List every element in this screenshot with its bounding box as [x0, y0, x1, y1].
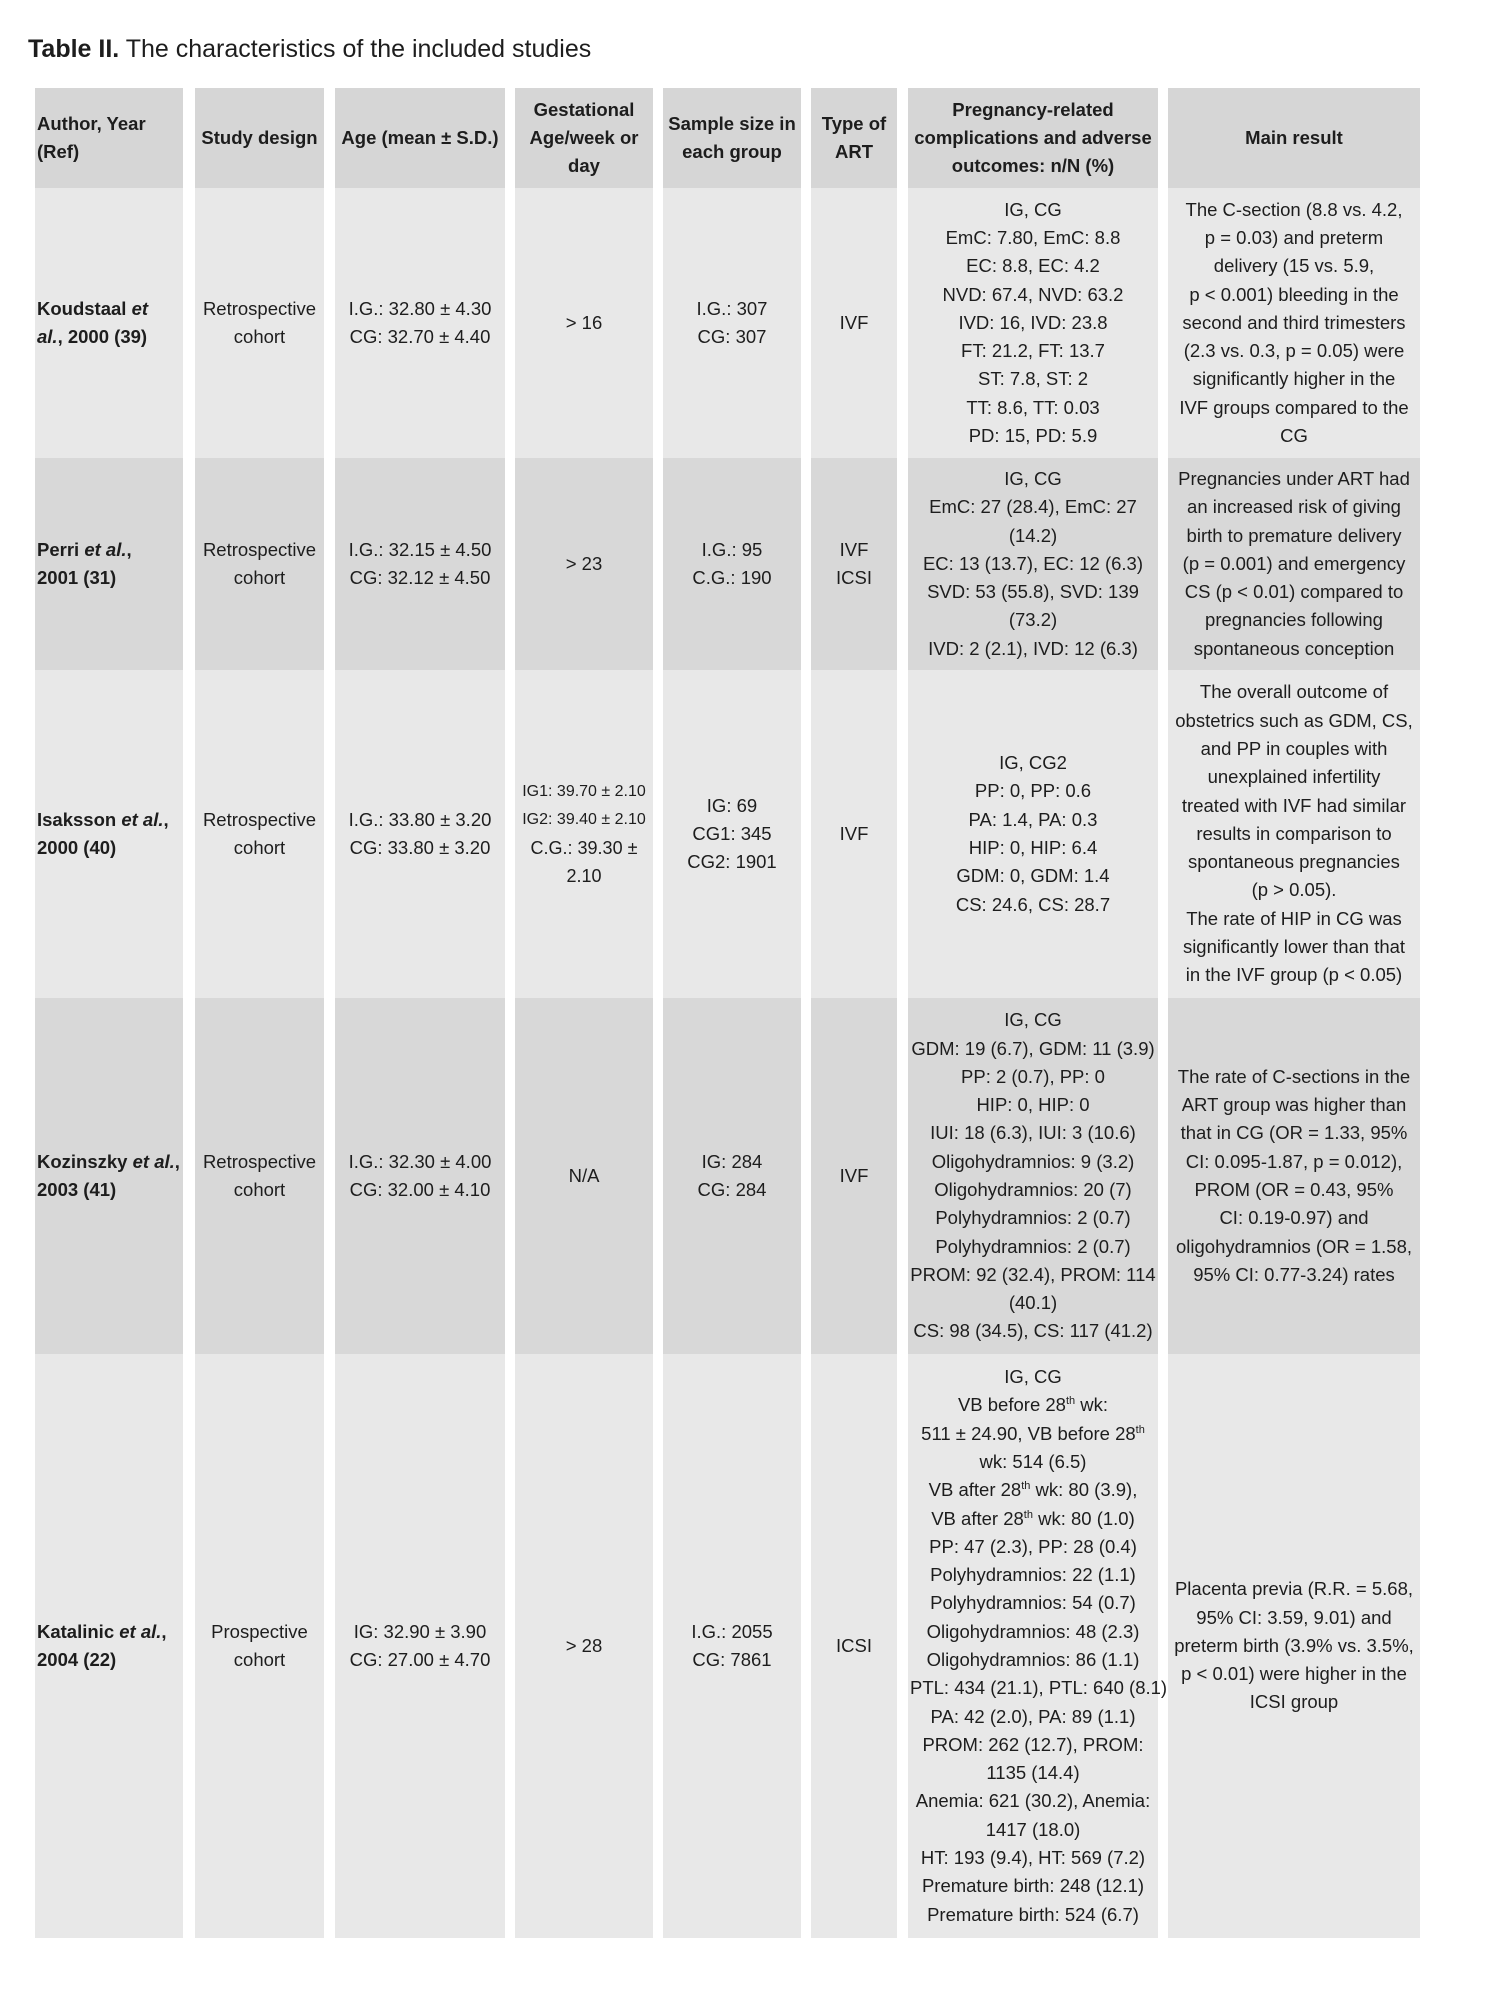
superscript: th [1065, 1395, 1076, 1408]
age-cell [335, 188, 505, 458]
cell-line: Premature birth: 524 (6.7) [927, 1903, 1139, 1925]
cell-line: Placenta previa (R.R. = 5.68, [1174, 1578, 1414, 1600]
cell-text: wk: 80 (3.9), [1030, 1479, 1138, 1501]
gestational-age-cell [515, 670, 653, 998]
cell-line: NVD: 67.4, NVD: 63.2 [942, 283, 1124, 305]
author-etal: et [131, 297, 149, 319]
cell-line: (p > 0.05). [1251, 879, 1337, 901]
cell-line: oligohydramnios (OR = 1.58, [1176, 1235, 1412, 1257]
author-year-ref: 2004 (22) [37, 1649, 117, 1670]
cell-line: TT: 8.6, TT: 0.03 [966, 396, 1100, 418]
cell-line: spontaneous pregnancies [1188, 851, 1400, 873]
cell-line: I.G.: 32.15 ± 4.50 [348, 538, 492, 560]
author-cell [35, 670, 183, 998]
cell-line: Polyhydramnios: 22 (1.1) [930, 1564, 1136, 1586]
author-punct: , [126, 538, 132, 560]
age-cell [335, 458, 505, 670]
cell-line: IG1: 39.70 ± 2.10 [522, 783, 646, 800]
study-design-cell [195, 1354, 324, 1938]
cell-line: wk: 514 (6.5) [979, 1450, 1087, 1472]
cell-line: Polyhydramnios: 2 (0.7) [935, 1235, 1131, 1257]
cell-line: GDM: 19 (6.7), GDM: 11 (3.9) [911, 1037, 1155, 1059]
author-punct: , [163, 808, 169, 830]
art-type-cell [811, 998, 897, 1354]
gestational-age-cell [515, 188, 653, 458]
cell-line: I.G.: 32.80 ± 4.30 [348, 297, 492, 319]
cell-line: I.G.: 32.30 ± 4.00 [348, 1150, 492, 1172]
cell-line: 2.10 [566, 866, 602, 886]
cell-line: IVF [839, 311, 869, 333]
header-age [335, 88, 505, 188]
author-punct: , [161, 1620, 167, 1642]
cell-line: IG, CG [1004, 1009, 1062, 1031]
study-design-cell [195, 458, 324, 670]
cell-line: Retrospective [202, 297, 317, 319]
outcomes-cell [908, 1354, 1168, 1938]
superscript: th [1135, 1423, 1145, 1436]
cell-line: CG: 7861 [692, 1649, 772, 1670]
header-sample-size [663, 88, 801, 188]
header-line: each group [682, 141, 782, 162]
cell-line: GDM: 0, GDM: 1.4 [956, 865, 1110, 887]
cell-line: 1417 (18.0) [985, 1818, 1081, 1840]
cell-line: Anemia: 621 (30.2), Anemia: [915, 1790, 1151, 1812]
age-cell [335, 1354, 505, 1938]
sample-size-cell [663, 458, 801, 670]
cell-line: ART group was higher than [1181, 1094, 1407, 1116]
cell-line: Oligohydramnios: 20 (7) [934, 1179, 1132, 1200]
outcomes-cell [908, 670, 1158, 998]
cell-line: Prospective [211, 1620, 308, 1642]
cell-line: pregnancies following [1205, 609, 1383, 631]
author-etal: et al. [119, 1620, 162, 1642]
cell-line: PA: 42 (2.0), PA: 89 (1.1) [930, 1705, 1136, 1727]
superscript: th [1023, 1508, 1033, 1521]
cell-line: PTL: 434 (21.1), PTL: 640 (8.1) [910, 1677, 1168, 1699]
cell-line: p < 0.001) bleeding in the [1189, 283, 1399, 305]
cell-line: Oligohydramnios: 9 (3.2) [931, 1150, 1135, 1172]
outcomes-cell [908, 458, 1158, 670]
cell-line: ICSI [836, 567, 872, 588]
cell-line: FT: 21.2, FT: 13.7 [961, 340, 1105, 362]
author-cell [35, 458, 183, 670]
author-name: Perri [37, 538, 85, 560]
cell-line: PP: 0, PP: 0.6 [974, 780, 1092, 802]
cell-line: EC: 8.8, EC: 4.2 [966, 255, 1100, 277]
cell-line: HIP: 0, HIP: 0 [976, 1094, 1090, 1116]
cell-line: IG: 284 [701, 1150, 763, 1172]
cell-line: CS: 98 (34.5), CS: 117 (41.2) [913, 1320, 1153, 1342]
cell-text: 511 ± 24.90, VB before 28 [921, 1422, 1136, 1444]
cell-line: > 16 [565, 311, 603, 333]
cell-line: IVF [839, 538, 869, 560]
cell-line: results in comparison to [1196, 822, 1392, 844]
sample-size-cell [663, 188, 801, 458]
superscript: th [1021, 1480, 1031, 1493]
cell-line: unexplained infertility [1207, 766, 1381, 788]
cell-text: VB after 28 [928, 1479, 1022, 1501]
header-line: Main result [1245, 126, 1343, 148]
cell-line: CG1: 345 [692, 822, 772, 844]
main-result-cell [1168, 188, 1420, 458]
cell-line: Retrospective [202, 1150, 317, 1172]
cell-line: PROM: 92 (32.4), PROM: 114 [910, 1263, 1156, 1285]
cell-line: I.G.: 307 [696, 297, 768, 319]
cell-line: IVD: 2 (2.1), IVD: 12 (6.3) [928, 637, 1138, 659]
header-line: Sample size in [668, 112, 796, 134]
header-line: Author, Year [37, 112, 146, 134]
cell-line: Oligohydramnios: 86 (1.1) [926, 1649, 1140, 1670]
cell-line: PROM: 262 (12.7), PROM: [922, 1733, 1144, 1755]
cell-line: CI: 0.19-0.97) and [1219, 1207, 1369, 1229]
cell-line: SVD: 53 (55.8), SVD: 139 [927, 581, 1139, 603]
cell-line: IG: 32.90 ± 3.90 [353, 1620, 487, 1642]
art-type-cell [811, 458, 897, 670]
cell-line: cohort [233, 567, 286, 588]
cell-line: CS: 24.6, CS: 28.7 [955, 893, 1111, 915]
cell-line: HIP: 0, HIP: 6.4 [968, 837, 1098, 858]
cell-line: PD: 15, PD: 5.9 [968, 425, 1098, 447]
art-type-cell [811, 670, 897, 998]
cell-line: cohort [233, 837, 286, 858]
author-name: Koudstaal [37, 297, 132, 319]
author-etal: et al. [84, 538, 127, 560]
cell-line: delivery (15 vs. 5.9, [1213, 255, 1375, 277]
cell-line: PROM (OR = 0.43, 95% [1194, 1179, 1394, 1200]
cell-line: CG: 32.70 ± 4.40 [349, 326, 491, 347]
cell-line: (40.1) [1008, 1292, 1058, 1314]
cell-line: (2.3 vs. 0.3, p = 0.05) were [1183, 340, 1405, 362]
gestational-age-cell [515, 458, 653, 670]
author-cell [35, 1354, 183, 1938]
cell-line: CG: 32.00 ± 4.10 [349, 1179, 491, 1200]
table-caption [28, 34, 591, 64]
header-line: Study design [201, 126, 318, 148]
cell-line: CI: 0.095-1.87, p = 0.012), [1185, 1150, 1403, 1172]
age-cell [335, 998, 505, 1354]
cell-line: CG: 33.80 ± 3.20 [349, 837, 491, 858]
cell-line: EmC: 7.80, EmC: 8.8 [945, 226, 1121, 248]
cell-line: C.G.: 190 [692, 567, 772, 588]
outcomes-cell [908, 998, 1158, 1354]
main-result-cell [1168, 458, 1420, 670]
cell-line: Polyhydramnios: 54 (0.7) [930, 1592, 1136, 1614]
cell-line: preterm birth (3.9% vs. 3.5%, [1174, 1634, 1414, 1656]
cell-line: Retrospective [202, 538, 317, 560]
cell-line: I.G.: 2055 [691, 1620, 773, 1642]
author-year-ref: 2003 (41) [37, 1179, 117, 1200]
author-year-ref: 2001 (31) [37, 567, 117, 588]
header-line: Age (mean ± S.D.) [341, 126, 499, 148]
cell-line: and PP in couples with [1200, 737, 1388, 759]
cell-line: IG, CG [1004, 198, 1062, 220]
outcomes-cell [908, 188, 1158, 458]
header-main-result [1168, 88, 1420, 188]
author-name: Kozinszky [37, 1150, 133, 1172]
cell-text: wk: [1075, 1394, 1109, 1416]
sample-size-cell [663, 1354, 801, 1938]
header-line: Age/week or [529, 126, 639, 148]
cell-line: spontaneous conception [1193, 637, 1395, 659]
cell-line: IG, CG2 [999, 752, 1067, 774]
cell-line: CG [1280, 425, 1308, 447]
cell-line: p < 0.01) were higher in the [1181, 1663, 1407, 1685]
main-result-cell [1168, 998, 1420, 1354]
cell-line: (p = 0.001) and emergency [1182, 552, 1406, 574]
cell-line: Retrospective [202, 808, 317, 830]
cell-line: IG, CG [1004, 467, 1062, 489]
cell-line: IVD: 16, IVD: 23.8 [958, 311, 1108, 333]
cell-line: Pregnancies under ART had [1178, 467, 1410, 489]
header-line: Pregnancy-related [952, 98, 1114, 120]
cell-line: 1135 (14.4) [986, 1762, 1080, 1784]
cell-line: ST: 7.8, ST: 2 [977, 368, 1089, 390]
cell-line: C.G.: 39.30 ± [530, 838, 638, 858]
gestational-age-cell [515, 998, 653, 1354]
author-etal: et al. [132, 1150, 175, 1172]
cell-line: an increased risk of giving [1187, 496, 1401, 518]
cell-line: in the IVF group (p < 0.05) [1185, 964, 1403, 986]
cell-line: PA: 1.4, PA: 0.3 [968, 808, 1098, 830]
cell-text: VB before 28 [957, 1394, 1066, 1416]
cell-line: IG: 69 [706, 794, 758, 816]
cell-line: that in CG (OR = 1.33, 95% [1180, 1122, 1408, 1144]
cell-line: ICSI [836, 1634, 872, 1656]
author-etal: et al. [121, 808, 164, 830]
header-gestational-age [515, 88, 653, 188]
header-line: complications and adverse [914, 126, 1152, 148]
cell-line: CS (p < 0.01) compared to [1184, 581, 1404, 603]
header-line: (Ref) [37, 141, 80, 162]
cell-line: Oligohydramnios: 48 (2.3) [926, 1620, 1140, 1642]
cell-line: significantly lower than that [1182, 936, 1406, 958]
age-cell [335, 670, 505, 998]
cell-line: obstetrics such as GDM, CS, [1175, 709, 1413, 731]
cell-line: CG: 27.00 ± 4.70 [349, 1649, 491, 1670]
cell-line: IVF [839, 822, 869, 844]
cell-text: VB after 28 [931, 1507, 1024, 1529]
author-year-ref: 2000 (40) [37, 837, 117, 858]
cell-line: The C-section (8.8 vs. 4.2, [1185, 198, 1403, 220]
header-outcomes [908, 88, 1158, 188]
gestational-age-cell [515, 1354, 653, 1938]
art-type-cell [811, 1354, 897, 1938]
cell-line: CG2: 1901 [687, 851, 777, 873]
header-line: Type of [821, 112, 887, 134]
cell-text: wk: 80 (1.0) [1032, 1507, 1135, 1529]
cell-line: > 28 [565, 1634, 603, 1656]
cell-line: 95% CI: 3.59, 9.01) and [1196, 1606, 1392, 1628]
cell-line: Polyhydramnios: 2 (0.7) [935, 1207, 1131, 1229]
sample-size-cell [663, 998, 801, 1354]
cell-line: HT: 193 (9.4), HT: 569 (7.2) [920, 1847, 1146, 1869]
author-cell [35, 188, 183, 458]
cell-line: CG: 307 [697, 326, 767, 347]
cell-line: treated with IVF had similar [1181, 794, 1407, 816]
header-type-of-art [811, 88, 897, 188]
header-line: outcomes: n/N (%) [951, 155, 1115, 177]
author-cell [35, 998, 183, 1354]
main-result-cell [1168, 670, 1420, 998]
cell-line: p = 0.03) and preterm [1204, 226, 1384, 248]
caption-label: Table II. [28, 35, 120, 63]
author-year-ref: , 2000 (39) [57, 326, 148, 347]
cell-line: IG2: 39.40 ± 2.10 [522, 811, 646, 828]
header-line: ART [834, 141, 874, 162]
cell-line: CG: 284 [697, 1179, 767, 1200]
art-type-cell [811, 188, 897, 458]
sample-size-cell [663, 670, 801, 998]
cell-line: ICSI group [1249, 1691, 1339, 1713]
cell-line: (14.2) [1008, 524, 1058, 546]
cell-line: > 23 [565, 552, 603, 574]
study-design-cell [195, 670, 324, 998]
cell-line: birth to premature delivery [1186, 524, 1402, 546]
cell-line: IUI: 18 (6.3), IUI: 3 (10.6) [930, 1122, 1136, 1144]
author-etal: al. [37, 326, 58, 347]
cell-line: IVF [839, 1164, 869, 1186]
cell-line: IVF groups compared to the [1179, 396, 1409, 418]
caption-text: The characteristics of the included studies [119, 35, 592, 63]
main-result-cell [1168, 1354, 1420, 1938]
cell-line: EC: 13 (13.7), EC: 12 (6.3) [922, 552, 1144, 574]
cell-line: second and third trimesters [1182, 311, 1406, 333]
cell-line: CG: 32.12 ± 4.50 [349, 567, 491, 588]
header-author [35, 88, 183, 188]
header-line: day [568, 155, 600, 177]
cell-line: cohort [233, 1179, 286, 1200]
cell-line: 95% CI: 0.77-3.24) rates [1193, 1263, 1395, 1285]
cell-line: I.G.: 95 [701, 538, 763, 560]
header-study-design [195, 88, 324, 188]
cell-line: (73.2) [1008, 609, 1058, 631]
cell-line: The rate of HIP in CG was [1186, 907, 1402, 929]
cell-line: The overall outcome of [1199, 681, 1389, 703]
cell-line: PP: 2 (0.7), PP: 0 [961, 1065, 1105, 1087]
cell-line: cohort [233, 1649, 286, 1670]
cell-line: PP: 47 (2.3), PP: 28 (0.4) [929, 1535, 1137, 1557]
cell-line: Premature birth: 248 (12.1) [921, 1875, 1145, 1897]
author-name: Isaksson [37, 808, 122, 830]
author-punct: , [174, 1150, 180, 1172]
header-line: Gestational [533, 98, 635, 120]
study-design-cell [195, 188, 324, 458]
cell-line: The rate of C-sections in the [1177, 1065, 1411, 1087]
cell-line: significantly higher in the [1192, 368, 1396, 390]
cell-line: I.G.: 33.80 ± 3.20 [348, 808, 492, 830]
study-design-cell [195, 998, 324, 1354]
cell-line: N/A [568, 1164, 600, 1186]
author-name: Katalinic [37, 1620, 120, 1642]
cell-line: cohort [233, 326, 286, 347]
cell-line: IG, CG [1004, 1366, 1062, 1388]
cell-line: EmC: 27 (28.4), EmC: 27 [929, 496, 1137, 518]
